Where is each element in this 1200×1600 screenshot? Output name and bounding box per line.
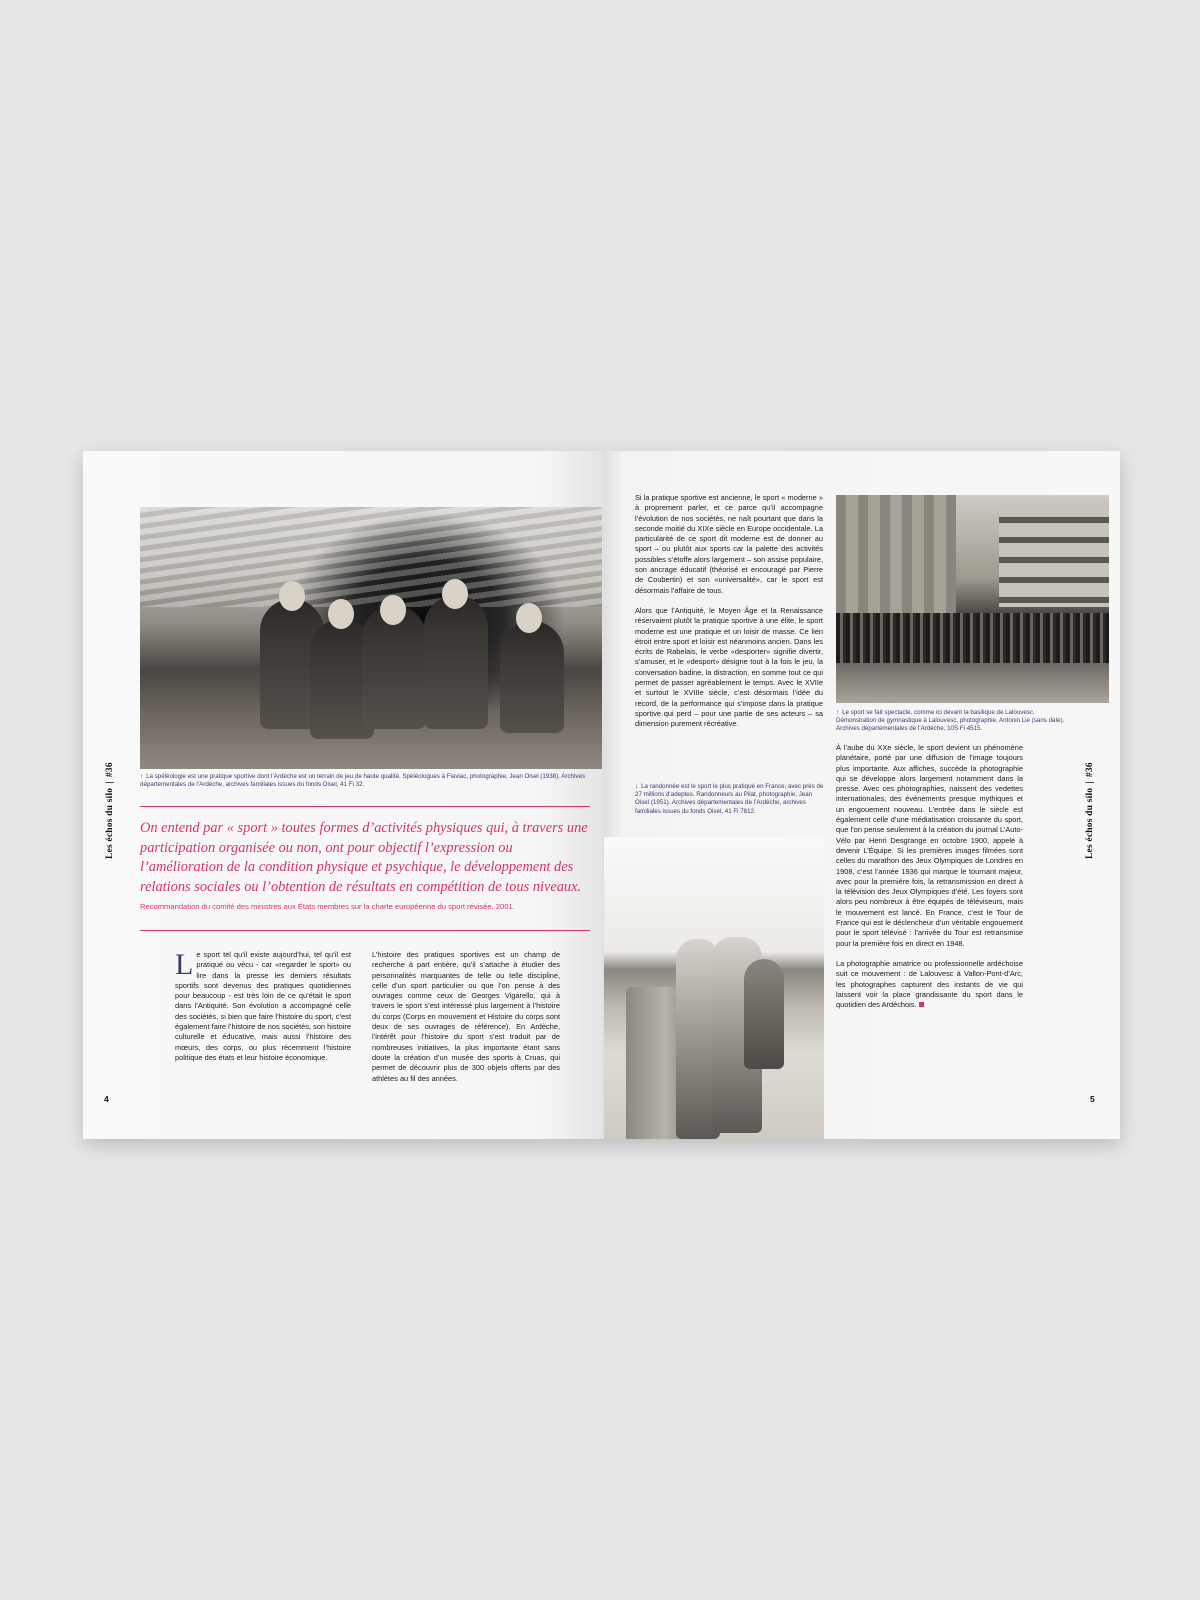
paragraph: Alors que l’Antiquité, le Moyen Âge et la Renaissance réservaient plutôt la pratique sportive à une élite, le sport moderne est une pratique et un loisir de masse. Ce lien étroit entre sport et loisir est néanmoins ancien. Dans les écrits de Rabelais, le verbe «desporter» signifie divertir, s’amuser, et le «desport» désigne tout à la fois le jeu, la conversation badine, la distraction, en somme tout ce qui permet de passer agréablement le temps. Avec le XVIIe et surtout le XVIIIe siècle, c’est désormais l’idée du record, de la performance qui s’impose dans la pratique sportive qui perd – pour une partie de ses acteurs – sa dimension purement récréative.: [635, 605, 823, 729]
tag-separator: |: [104, 781, 115, 784]
magazine-spread: [83, 451, 1120, 1139]
cave-photo: [140, 507, 602, 769]
tag-separator: |: [1084, 781, 1095, 784]
magazine-tag: [104, 762, 115, 859]
paragraph: À l’aube du XXe siècle, le sport devient un phénomène planétaire, porté par une diffusion de l’image toujours plus importante. Aux affiches, succède la photographie qui se développe alors largement notamment dans la presse. Avec ces photographies, naissent des vedettes internationales, des événements presque mythiques et un engouement nouveau. L’entrée dans le siècle est également celle d’une médiatisation croissante du sport, que l’on pense seulement à la création du journal L’Auto-Vélo par Henri Desgrange en octobre 1900, appelé à devenir L’Équipe. Si les premières images filmées sont celles du marathon des Jeux Olympiques de Londres en 1908, c’est l’année 1936 qui marque le tournant majeur, avec pour la première fois, la retransmission en direct à la télévision des Jeux Olympiques d’été. Les foyers sont alors peu nombreux à être équipés de téléviseurs, mais le mouvement est lancé. En France, c’est le Tour de France qui est le déclencheur d’un véritable engouement pour le sport télévisé : l’arrivée du Tour est retransmise pour la première fois en direct en 1948.: [836, 743, 1023, 948]
quote-source: Recommandation du comité des ministres aux États membres sur la charte européenne du sport révisée, 2001.: [140, 902, 515, 911]
issue-number: #36: [105, 762, 115, 778]
cave-rock: [140, 507, 602, 607]
magazine-tag: [1084, 762, 1095, 859]
page-number: 4: [104, 1094, 109, 1104]
hikers-photo: [604, 837, 824, 1139]
caption-text: La spéléologie est une pratique sportive dont l’Ardèche est un terrain de jeu de haute qualité. Spéléologues à Flaviac, photographie, Jean Oisel (1938). Archives départementales de l’Ardèche, archives familiales issues du fonds Oisel, 41 Fi 32.: [140, 773, 586, 789]
person-face: [442, 579, 468, 609]
caption-text: La randonnée est le sport le plus pratiqué en France, avec près de 27 millions d’adeptes. Randonneurs au Pilat, photographie, Jean Oisel (1951). Archives départementales de l’Ardèche, archives familiales issues du fonds Oisel, 41 Fi 7812.: [635, 783, 824, 815]
hikers-photo-caption: [635, 783, 825, 816]
caption-text: Le sport se fait spectacle, comme ici devant la basilique de Lalouvesc. Démonstration de gymnastique à Lalouvesc, photographie, Antonin Lie (sans date). Archives départementales de l’Ardèche, 10S Fi 4515.: [836, 709, 1065, 733]
arrow-up-icon: ↑: [836, 709, 840, 716]
page-number: 5: [1090, 1094, 1095, 1104]
quote-bottom-rule: [140, 930, 590, 931]
right-page: [603, 451, 1120, 1139]
person-figure: [424, 595, 488, 729]
person-face: [380, 595, 406, 625]
person-figure: [500, 621, 564, 733]
drop-cap: L: [175, 948, 194, 981]
square-photo-caption: [836, 709, 1066, 734]
arrow-down-icon: ↓: [635, 783, 639, 790]
left-page: [83, 451, 603, 1139]
crowd: [836, 613, 1109, 663]
issue-number: #36: [1085, 762, 1095, 778]
basilica-facade: [836, 495, 956, 615]
building-facade: [999, 503, 1109, 607]
magazine-name: Les échos du silo: [1085, 787, 1095, 859]
body-column-1: [175, 950, 351, 1063]
body-text: L’histoire des pratiques sportives est un champ de recherche à part entière, qu’il s’attache à étudier des personnalités marquantes de telle ou telle discipline, celle d’un sport particulier ou que l’on pense à des ouvrages comme ceux de Georges Vigarello, qui à travers le sport s’est intéressé plus largement à l’histoire du corps (Corps en mouvement et Histoire du corps sont deux de ses ouvrages de référence). En Ardèche, l’intérêt pour l’histoire du sport s’est traduit par de nombreuses initiatives, la plus importante étant sans doute la création d’un musée des sports à Cruas, qui permet de découvrir plus de 300 objets offerts par des athlètes au fil des années.: [372, 950, 560, 1083]
quote-top-rule: [140, 806, 590, 807]
paragraph-text: La photographie amatrice ou professionnelle ardéchoise suit ce mouvement : de Lalouvesc à Vallon-Pont-d’Arc, les photographes capturent des instants de vie qui laissent voir la place grandissante du sport dans le quotidien des Ardéchois.: [836, 958, 1023, 1010]
magazine-name: Les échos du silo: [105, 787, 115, 859]
cave-photo-caption: [140, 773, 600, 789]
paragraph: [836, 959, 1023, 1010]
body-column-1: [635, 493, 823, 740]
person-face: [279, 581, 305, 611]
arrow-up-icon: ↑: [140, 773, 144, 780]
body-column-2: [836, 743, 1023, 1020]
person-face: [516, 603, 542, 633]
person-face: [328, 599, 354, 629]
backpack: [744, 959, 784, 1069]
paragraph: Si la pratique sportive est ancienne, le sport « moderne » à proprement parler, et ce parce qu’il accompagne l’évolution de nos sociétés, ne naît pourtant que dans la seconde moitié du XIXe siècle en Europe occidentale. La particularité de ce sport dit moderne est de donner au sport – ou plutôt aux sports car la palette des activités possibles s’étoffe alors largement – son assise populaire, son ancrage éducatif (théorisé et encouragé par Pierre de Coubertin) et son «universalité», car le sport est désormais l’affaire de tous.: [635, 493, 823, 595]
end-mark-icon: [919, 1002, 924, 1007]
pull-quote: On entend par « sport » toutes formes d’activités physiques qui, à travers une participation organisée ou non, ont pour objectif l’expression ou l’amélioration de la condition physique et psychique, le développement des relations sociales ou l’obtention de résultats en compétition de tous niveaux.: [140, 820, 588, 895]
body-text: e sport tel qu’il existe aujourd’hui, tel qu’il est pratiqué ou vécu - car «regarder le sport» ou lire dans la presse les derniers résultats sportifs sont devenus des pratiques quotidiennes pour beaucoup - est très loin de ce qu’était le sport dans l’Antiquité. Son évolution a accompagné celle des sociétés, si bien que faire l’histoire du sport, c’est également faire l’histoire de nos sociétés, son histoire culturelle et éducative, mais aussi l’histoire des mœurs, des corps, ou plus récemment l’histoire politique des états et leur histoire économique.: [175, 950, 351, 1062]
gymnastics-square-photo: [836, 495, 1109, 703]
body-column-2: [372, 950, 560, 1084]
